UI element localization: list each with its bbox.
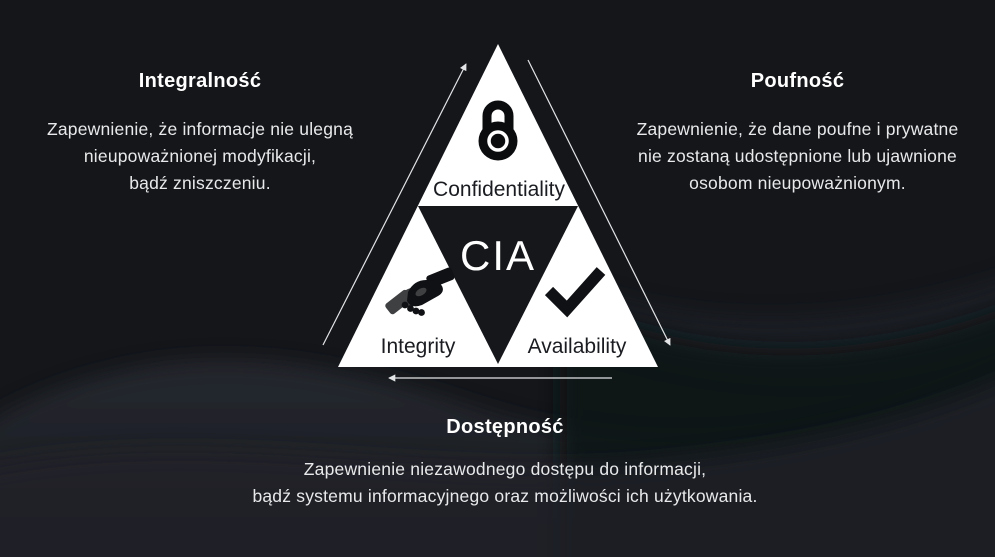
cia-center-label: CIA — [459, 232, 536, 279]
integrity-label: Integrity — [380, 335, 456, 358]
annotation-confidentiality-title: Poufność — [750, 70, 845, 92]
annotation-integrity — [15, 67, 385, 197]
availability-label: Availability — [527, 335, 627, 358]
annotation-confidentiality — [610, 67, 985, 197]
annotation-confidentiality-line: osobom nieupoważnionym. — [689, 173, 906, 193]
annotation-confidentiality-line: Zapewnienie, że dane poufne i prywatne — [636, 119, 959, 139]
annotation-confidentiality-line: nie zostaną udostępnione lub ujawnione — [638, 146, 957, 166]
annotation-availability-line: Zapewnienie niezawodnego dostępu do informacji, — [303, 459, 707, 479]
annotation-integrity-line: nieupoważnionej modyfikacji, — [83, 146, 317, 166]
annotation-integrity-title: Integralność — [138, 70, 262, 92]
annotation-availability-line: bądź systemu informacyjnego oraz możliwości ich użytkowania. — [252, 486, 758, 506]
annotation-availability — [198, 413, 812, 510]
confidentiality-label: Confidentiality — [433, 178, 565, 201]
annotation-availability-title: Dostępność — [446, 416, 564, 438]
annotation-integrity-line: bądź zniszczeniu. — [129, 173, 271, 193]
annotation-integrity-line: Zapewnienie, że informacje nie ulegną — [46, 119, 354, 139]
